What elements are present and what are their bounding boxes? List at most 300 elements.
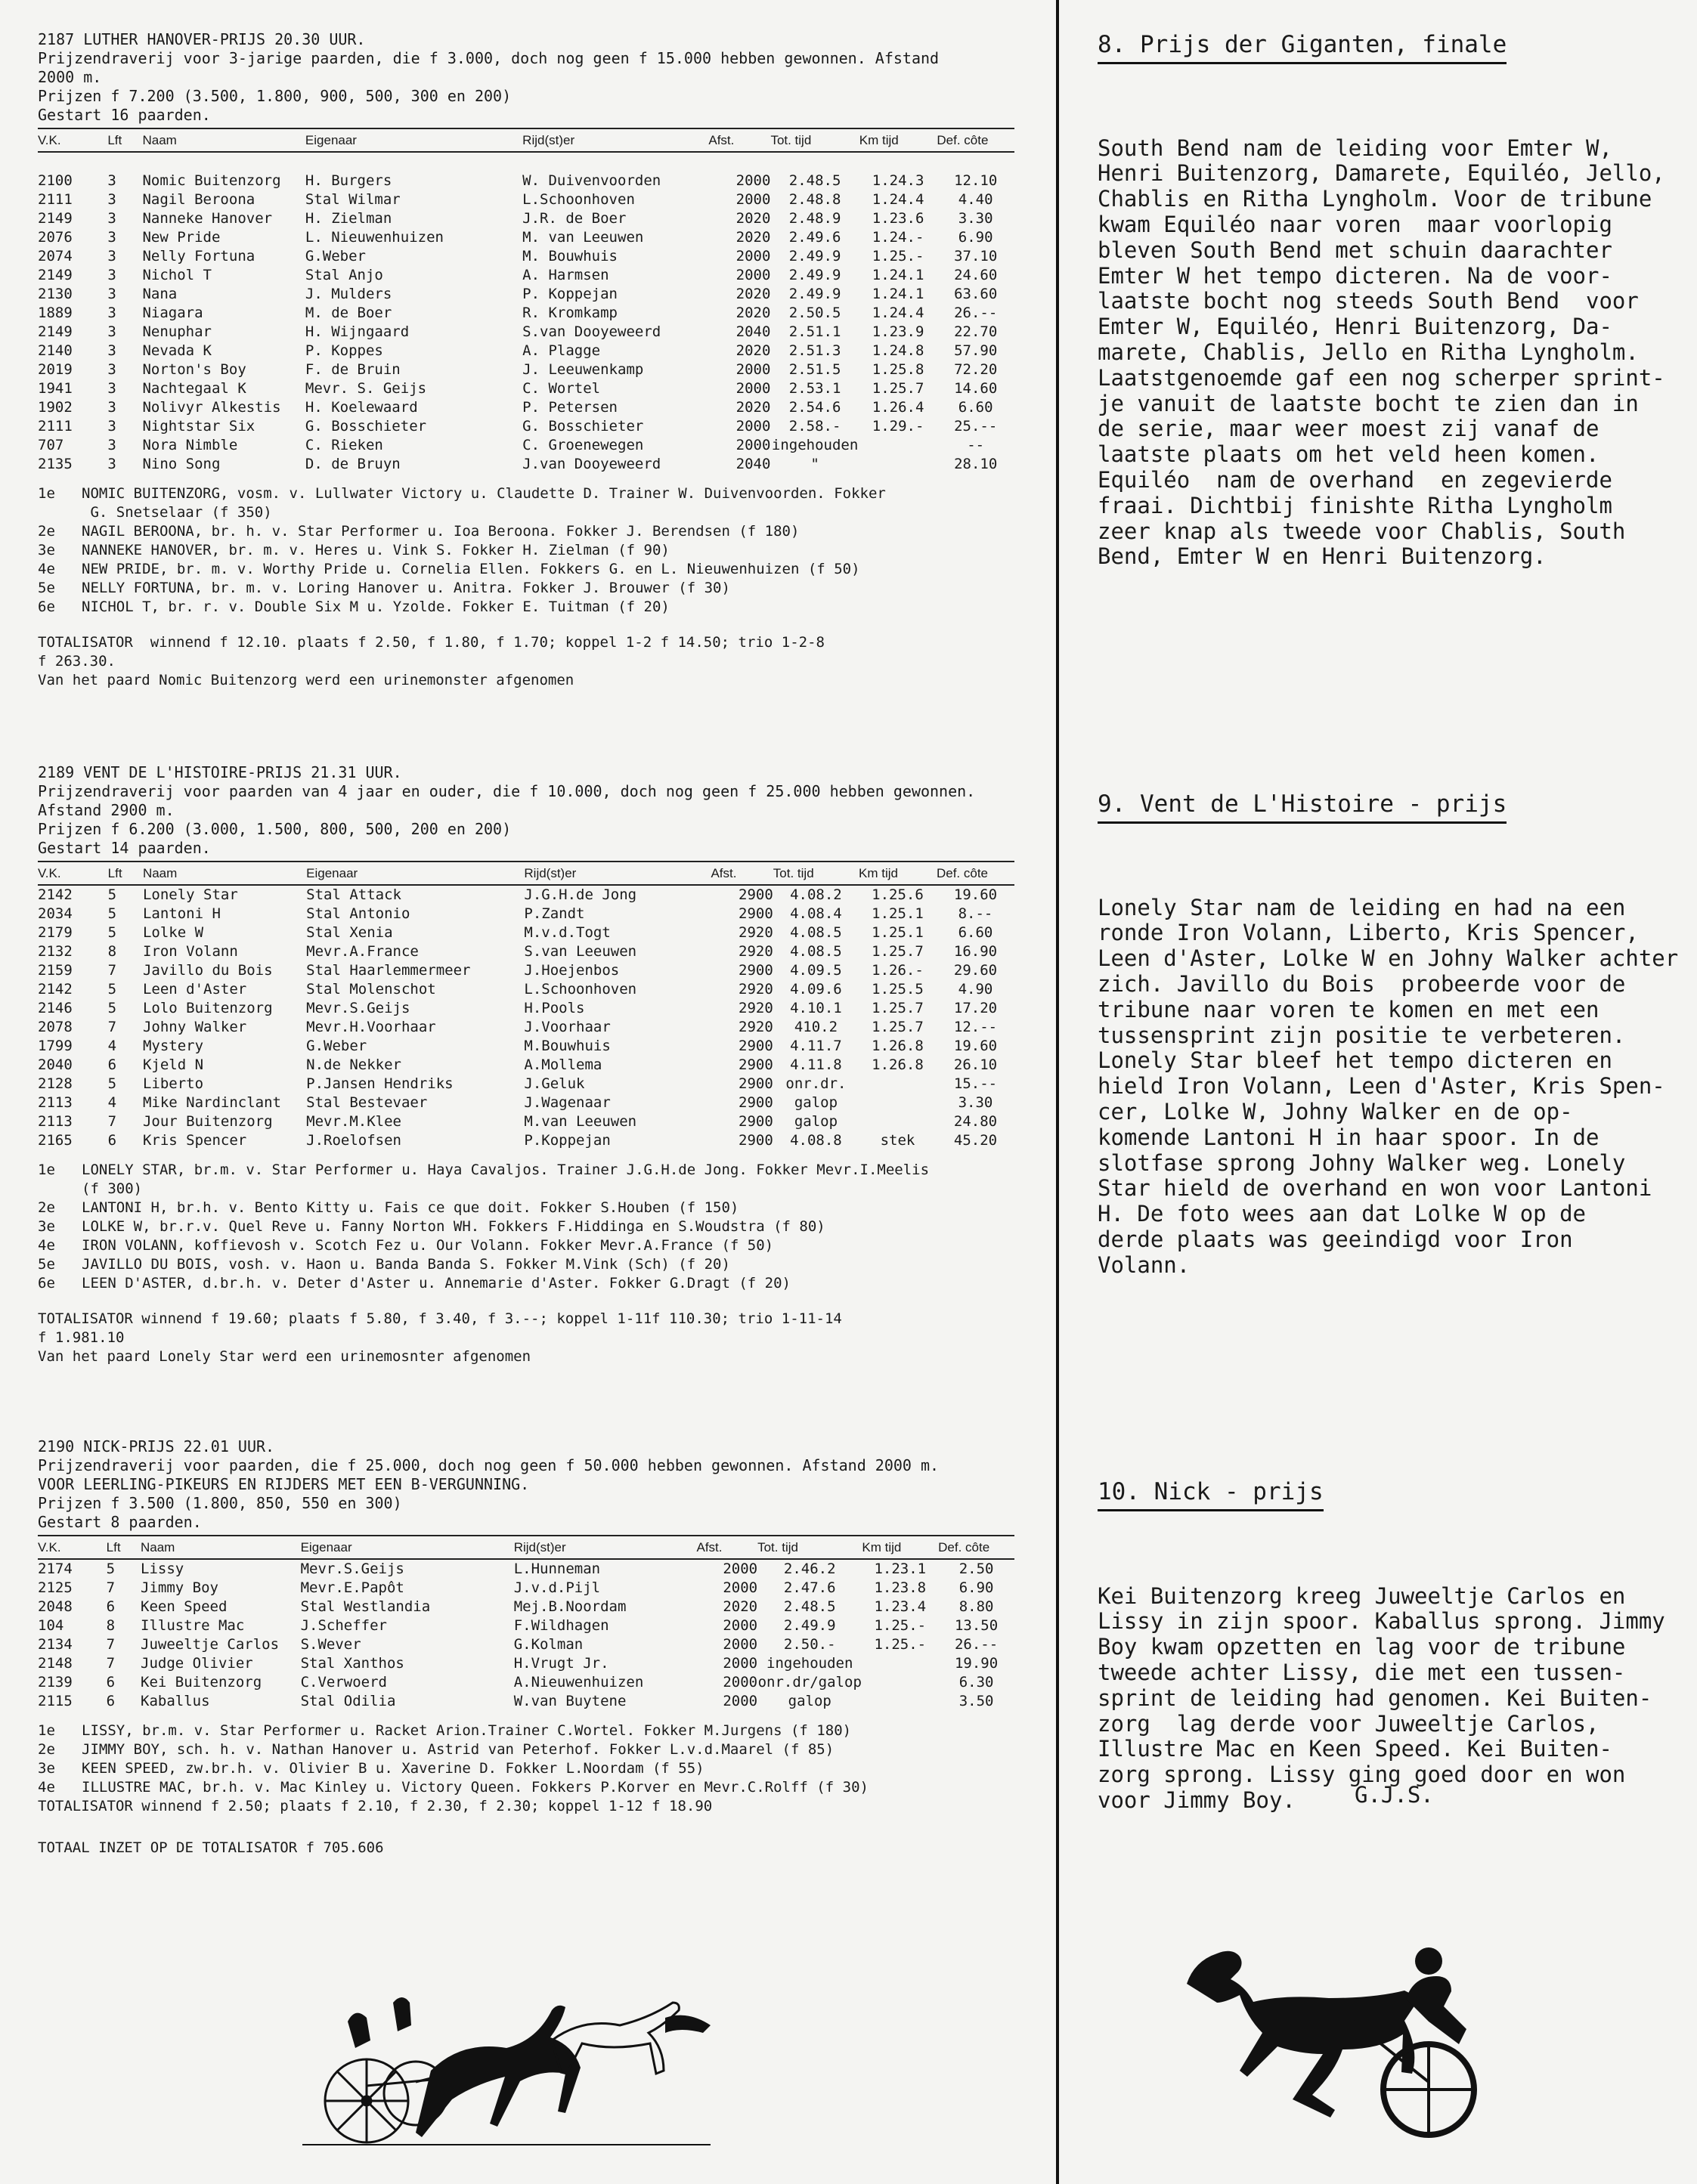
column-header-def: Def. côte xyxy=(938,1536,1014,1559)
cell-vk: 2148 xyxy=(38,1655,73,1672)
report-line: zorg sprong. Lissy ging goed door en won xyxy=(1098,1762,1626,1788)
column-header-vk: V.K. xyxy=(38,128,107,152)
race-title: 2187 LUTHER HANOVER-PRIJS 20.30 UUR. xyxy=(38,30,366,48)
column-header-rijd: Rijd(st)er xyxy=(522,128,708,152)
table-row xyxy=(38,1598,1014,1616)
cell-naam: Kris Spencer xyxy=(142,1132,247,1149)
cell-vk: 2140 xyxy=(38,342,73,359)
table-row xyxy=(38,1579,1014,1598)
cell-afst: 2900 xyxy=(739,1056,773,1073)
report-line: Chablis en Ritha Lyngholm. Voor de tribune xyxy=(1098,186,1652,212)
race-conditions: Afstand 2900 m. xyxy=(38,801,175,819)
cell-def: 6.30 xyxy=(958,1674,994,1691)
cell-rijd: P.Zandt xyxy=(524,905,585,922)
cell-eig: Stal Anjo xyxy=(305,267,383,283)
cell-naam: Illustre Mac xyxy=(141,1617,245,1634)
race-block xyxy=(38,30,1020,690)
cell-eig: Stal Odilia xyxy=(300,1693,396,1709)
cell-def: 15.-- xyxy=(953,1075,998,1092)
race-started: Gestart 8 paarden. xyxy=(38,1513,202,1531)
placing-position: 6e xyxy=(38,599,55,615)
cell-tot: ingehouden xyxy=(771,437,859,453)
cell-km xyxy=(862,1692,938,1711)
cell-km: 1.25.7 xyxy=(872,380,924,397)
table-row xyxy=(38,923,1014,942)
cell-km xyxy=(859,436,937,455)
cell-lft: 3 xyxy=(107,342,116,359)
cell-rijd: J.Hoejenbos xyxy=(524,962,620,979)
cell-lft: 6 xyxy=(106,1674,116,1691)
cell-eig: H. Burgers xyxy=(305,172,392,189)
cell-km: 1.26.4 xyxy=(872,399,924,416)
report-line: kwam Equiléo naar voren maar voorlopig xyxy=(1098,211,1612,237)
cell-naam: Niagara xyxy=(142,305,203,321)
column-divider xyxy=(1056,0,1059,2184)
cell-vk: 2040 xyxy=(38,1056,73,1073)
cell-afst: 2000 xyxy=(723,1579,758,1596)
cell-vk: 2134 xyxy=(38,1636,73,1653)
cell-naam: Lissy xyxy=(141,1561,184,1577)
cell-eig: Stal Xanthos xyxy=(300,1655,404,1672)
cell-eig: Stal Attack xyxy=(306,886,401,903)
table-row xyxy=(38,379,1014,398)
cell-vk: 2111 xyxy=(38,191,73,208)
placing-item xyxy=(38,560,1020,579)
cell-afst: 2000 xyxy=(735,172,771,189)
placing-description: LONELY STAR, br.m. v. Star Performer u. Haya Cavaljos. Trainer J.G.H.de Jong. Fokker Mevr.I.Meelis (f 300) xyxy=(82,1162,930,1197)
cell-naam: Nanneke Hanover xyxy=(142,210,273,227)
report-line: Bend, Emter W en Henri Buitenzorg. xyxy=(1098,543,1547,570)
report-line: zeer knap als tweede voor Chablis, South xyxy=(1098,518,1626,544)
cell-vk: 2139 xyxy=(38,1674,73,1691)
cell-km xyxy=(859,1094,937,1112)
cell-lft: 3 xyxy=(107,172,116,189)
cell-vk: 104 xyxy=(38,1617,64,1634)
report-line: sprint de leiding had genomen. Kei Buiten- xyxy=(1098,1684,1652,1711)
cell-def: 16.90 xyxy=(953,943,998,960)
cell-vk: 2019 xyxy=(38,361,73,378)
race-prizes: Prijzen f 3.500 (1.800, 850, 550 en 300) xyxy=(38,1494,402,1512)
table-row xyxy=(38,323,1014,342)
cell-km: 1.26.- xyxy=(872,962,924,979)
table-row xyxy=(38,1559,1014,1579)
report-line: marete, Chablis, Jello en Ritha Lyngholm. xyxy=(1098,339,1639,365)
race-title: 2190 NICK-PRIJS 22.01 UUR. xyxy=(38,1437,275,1455)
cell-rijd: L.Hunneman xyxy=(513,1561,601,1577)
cell-rijd: Mej.B.Noordam xyxy=(513,1598,627,1615)
cell-naam: Kjeld N xyxy=(142,1056,204,1073)
cell-rijd: C. Groenewegen xyxy=(522,437,644,453)
results-table xyxy=(38,1535,1014,1711)
cell-lft: 3 xyxy=(107,286,116,302)
cell-def: 25.-- xyxy=(954,418,998,435)
cell-vk: 2142 xyxy=(38,981,73,998)
cell-tot: 2.49.9 xyxy=(788,267,841,283)
cell-vk: 1902 xyxy=(38,399,73,416)
cell-lft: 3 xyxy=(107,267,116,283)
cell-naam: Lolke W xyxy=(142,924,204,941)
placing-description: IRON VOLANN, koffievosh v. Scotch Fez u. Our Volann. Fokker Mevr.A.France (f 50) xyxy=(82,1237,774,1254)
race-conditions: Prijzendraverij voor 3-jarige paarden, die f 3.000, doch nog geen f 15.000 hebben gewonnen. Afstand xyxy=(38,49,940,67)
report-line: Volann. xyxy=(1098,1251,1191,1278)
placing-position: 5e xyxy=(38,1256,55,1273)
report-line: Emter W, Equiléo, Henri Buitenzorg, Da- xyxy=(1098,314,1612,340)
cell-km: 1.26.8 xyxy=(872,1038,924,1054)
cell-rijd: F.Wildhagen xyxy=(513,1617,609,1634)
placing-item xyxy=(38,541,1020,560)
cell-afst: 2000 xyxy=(735,191,771,208)
cell-def: 3.30 xyxy=(958,210,993,227)
cell-km: 1.25.7 xyxy=(872,1019,924,1035)
total-stake: TOTAAL INZET OP DE TOTALISATOR f 705.606 xyxy=(38,1839,384,1856)
cell-tot: 4.08.8 xyxy=(790,1132,842,1149)
cell-vk: 2076 xyxy=(38,229,73,246)
table-row xyxy=(38,1692,1014,1711)
race-prizes: Prijzen f 7.200 (3.500, 1.800, 900, 500, 300 en 200) xyxy=(38,87,512,105)
cell-vk: 2179 xyxy=(38,924,73,941)
cell-vk: 2111 xyxy=(38,418,73,435)
cell-afst: 2000 xyxy=(723,1655,758,1672)
cell-rijd: M.Bouwhuis xyxy=(524,1038,611,1054)
cell-def: 4.90 xyxy=(958,981,993,998)
cell-tot: 2.47.6 xyxy=(783,1579,836,1596)
cell-eig: H. Zielman xyxy=(305,210,392,227)
placing-description: LISSY, br.m. v. Star Performer u. Racket Arion.Trainer C.Wortel. Fokker M.Jurgens (f 180) xyxy=(82,1722,852,1739)
placing-item xyxy=(38,1199,1020,1217)
cell-km: 1.23.4 xyxy=(874,1598,927,1615)
cell-rijd: L.Schoonhoven xyxy=(524,981,637,998)
cell-vk: 2146 xyxy=(38,1000,73,1016)
cell-afst: 2000 xyxy=(723,1693,758,1709)
cell-eig: Stal Bestevaer xyxy=(306,1094,428,1111)
table-header-row xyxy=(38,862,1014,885)
placing-position: 1e xyxy=(38,485,55,502)
totalisator: TOTALISATOR winnend f 19.60; plaats f 5.80, f 3.40, f 3.--; koppel 1-11f 110.30; trio 1-11-14 f 1.981.10 xyxy=(38,1310,842,1346)
cell-naam: Kei Buitenzorg xyxy=(141,1674,262,1691)
report-text xyxy=(1098,1533,1665,1864)
cell-naam: Mystery xyxy=(142,1038,204,1054)
cell-lft: 6 xyxy=(107,1132,117,1149)
cell-def: 8.80 xyxy=(958,1598,994,1615)
race-header xyxy=(38,30,1020,125)
column-header-vk: V.K. xyxy=(38,1536,107,1559)
column-header-afst: Afst. xyxy=(708,128,770,152)
cell-rijd: J.R. de Boer xyxy=(522,210,627,227)
cell-eig: L. Nieuwenhuizen xyxy=(305,229,444,246)
cell-afst: 2900 xyxy=(739,1075,773,1092)
placing-description: NEW PRIDE, br. m. v. Worthy Pride u. Cornelia Ellen. Fokkers G. en L. Nieuwenhuizen (f 50) xyxy=(82,561,860,577)
race-prizes: Prijzen f 6.200 (3.000, 1.500, 800, 500, 200 en 200) xyxy=(38,820,512,838)
cell-rijd: J.G.H.de Jong xyxy=(524,886,637,903)
cell-naam: Lonely Star xyxy=(142,886,238,903)
table-row xyxy=(38,1635,1014,1654)
cell-naam: Lantoni H xyxy=(142,905,221,922)
column-header-def: Def. côte xyxy=(937,862,1014,885)
cell-vk: 2142 xyxy=(38,886,73,903)
cell-km: 1.24.1 xyxy=(872,267,924,283)
report-text xyxy=(1098,844,1679,1329)
cell-vk: 2135 xyxy=(38,456,73,472)
placing-position: 1e xyxy=(38,1722,55,1739)
urine-sample-note: Van het paard Nomic Buitenzorg werd een urinemonster afgenomen xyxy=(38,672,574,688)
cell-rijd: A. Harmsen xyxy=(522,267,609,283)
placing-position: 2e xyxy=(38,1199,55,1216)
cell-afst: 2920 xyxy=(739,1000,773,1016)
report-line: Lonely Star bleef het tempo dicteren en xyxy=(1098,1047,1612,1074)
table-row xyxy=(38,1075,1014,1094)
column-header-lft: Lft xyxy=(108,862,143,885)
cell-eig: J. Mulders xyxy=(305,286,392,302)
cell-def: 12.10 xyxy=(954,172,998,189)
cell-rijd: R. Kromkamp xyxy=(522,305,618,321)
table-row xyxy=(38,1131,1014,1150)
cell-lft: 7 xyxy=(107,1019,117,1035)
report-title: 10. Nick - prijs xyxy=(1098,1477,1324,1511)
cell-tot: 2.49.9 xyxy=(788,248,841,264)
table-header-row xyxy=(38,128,1014,152)
cell-eig: Mevr.E.Papôt xyxy=(300,1579,404,1596)
cell-eig: G.Weber xyxy=(306,1038,367,1054)
column-header-naam: Naam xyxy=(141,1536,301,1559)
cell-naam: New Pride xyxy=(142,229,221,246)
cell-def: 72.20 xyxy=(954,361,998,378)
cell-afst: 2000 xyxy=(735,248,771,264)
cell-rijd: M. Bouwhuis xyxy=(522,248,618,264)
cell-rijd: H.Pools xyxy=(524,1000,585,1016)
totalisator: TOTALISATOR winnend f 12.10. plaats f 2.50, f 1.80, f 1.70; koppel 1-2 f 14.50; trio 1-2-8 f 263.30. xyxy=(38,634,825,670)
cell-afst: 2020 xyxy=(723,1598,758,1615)
table-row xyxy=(38,1094,1014,1112)
cell-lft: 4 xyxy=(107,1094,117,1111)
cell-def: 29.60 xyxy=(953,962,998,979)
cell-afst: 2900 xyxy=(739,1113,773,1130)
report-line: laatste plaats om het veld heen komen. xyxy=(1098,441,1599,468)
cell-rijd: S.van Leeuwen xyxy=(524,943,637,960)
cell-vk: 2149 xyxy=(38,210,73,227)
cell-tot: 4.11.7 xyxy=(790,1038,842,1054)
race-conditions: Prijzendraverij voor paarden, die f 25.000, doch nog geen f 50.000 hebben gewonnen. Afstand 2000 m. xyxy=(38,1456,940,1474)
table-header-row xyxy=(38,1536,1014,1559)
cell-rijd: M.v.d.Togt xyxy=(524,924,611,941)
cell-def: 19.60 xyxy=(953,886,998,903)
cell-tot: 4.08.5 xyxy=(790,924,842,941)
race-header xyxy=(38,1437,1020,1532)
cell-eig: Mevr.S.Geijs xyxy=(300,1561,404,1577)
cell-km: 1.23.8 xyxy=(874,1579,927,1596)
report-line: Emter W het tempo dicteren. Na de voor- xyxy=(1098,262,1612,289)
cell-rijd: J.v.d.Pijl xyxy=(513,1579,601,1596)
cell-naam: Nomic Buitenzorg xyxy=(142,172,281,189)
harness-racing-illustration xyxy=(302,1988,726,2154)
cell-eig: F. de Bruin xyxy=(305,361,401,378)
cell-km: 1.24.3 xyxy=(872,172,924,189)
cell-def: 6.60 xyxy=(958,399,993,416)
cell-lft: 4 xyxy=(107,1038,117,1054)
cell-km: 1.25.- xyxy=(872,248,924,264)
cell-km: 1.24.- xyxy=(872,229,924,246)
placings-list xyxy=(38,1722,1020,1797)
placing-item xyxy=(38,1722,1020,1740)
placing-position: 4e xyxy=(38,1779,55,1796)
race-block xyxy=(38,763,1020,1366)
cell-def: 12.-- xyxy=(953,1019,998,1035)
table-row xyxy=(38,942,1014,961)
cell-rijd: M. van Leeuwen xyxy=(522,229,644,246)
cell-lft: 5 xyxy=(106,1561,116,1577)
cell-tot: 2.48.5 xyxy=(788,172,841,189)
cell-def: 45.20 xyxy=(953,1132,998,1149)
placing-description: NELLY FORTUNA, br. m. v. Loring Hanover u. Anitra. Fokker J. Brouwer (f 30) xyxy=(82,580,730,596)
cell-naam: Iron Volann xyxy=(142,943,238,960)
placing-position: 6e xyxy=(38,1275,55,1292)
cell-eig: S.Wever xyxy=(300,1636,361,1653)
column-header-km: Km tijd xyxy=(859,862,937,885)
race-title: 2189 VENT DE L'HISTOIRE-PRIJS 21.31 UUR. xyxy=(38,763,402,781)
cell-lft: 5 xyxy=(107,1000,117,1016)
cell-km xyxy=(859,455,937,474)
cell-naam: Leen d'Aster xyxy=(142,981,247,998)
table-row xyxy=(38,247,1014,266)
cell-afst: 2020 xyxy=(735,286,771,302)
cell-def: 63.60 xyxy=(954,286,998,302)
report-line: je vanuit de laatste bocht te zien dan in xyxy=(1098,390,1639,416)
cell-eig: H. Wijngaard xyxy=(305,323,410,340)
cell-km: 1.24.4 xyxy=(872,191,924,208)
cell-km: 1.26.8 xyxy=(872,1056,924,1073)
report-title: 9. Vent de L'Histoire - prijs xyxy=(1098,790,1507,824)
placing-item xyxy=(38,1161,1020,1199)
table-row xyxy=(38,209,1014,228)
placing-position: 3e xyxy=(38,1218,55,1235)
race-conditions: Prijzendraverij voor paarden van 4 jaar en ouder, die f 10.000, doch nog geen f 25.000 hebben gewonnen. xyxy=(38,782,976,800)
table-row xyxy=(38,1616,1014,1635)
cell-km: 1.23.6 xyxy=(872,210,924,227)
table-row xyxy=(38,961,1014,980)
column-header-eig: Eigenaar xyxy=(305,128,522,152)
cell-eig: N.de Nekker xyxy=(306,1056,401,1073)
cell-def: 28.10 xyxy=(954,456,998,472)
cell-def: 8.-- xyxy=(958,905,993,922)
cell-def: 19.90 xyxy=(954,1655,999,1672)
report-line: tweede achter Lissy, die met een tussen- xyxy=(1098,1659,1626,1685)
cell-vk: 2149 xyxy=(38,267,73,283)
cell-rijd: J.van Dooyeweerd xyxy=(522,456,661,472)
cell-afst: 2020 xyxy=(735,399,771,416)
placing-description: LOLKE W, br.r.v. Quel Reve u. Fanny Norton WH. Fokkers F.Hiddinga en S.Woudstra (f 80) xyxy=(82,1218,825,1235)
placing-description: NOMIC BUITENZORG, vosm. v. Lullwater Victory u. Claudette D. Trainer W. Duivenvoorden. Fokker G. Snetselaar (f 350) xyxy=(82,485,886,521)
cell-eig: Mevr.A.France xyxy=(306,943,419,960)
table-row xyxy=(38,360,1014,379)
column-header-tot: Tot. tijd xyxy=(757,1536,862,1559)
race-started: Gestart 16 paarden. xyxy=(38,106,211,124)
cell-def: 24.80 xyxy=(953,1113,998,1130)
horse-sulky-silhouette xyxy=(1179,1931,1497,2150)
table-row xyxy=(38,1018,1014,1037)
cell-rijd: J. Leeuwenkamp xyxy=(522,361,644,378)
cell-tot: 2.58.- xyxy=(788,418,841,435)
cell-lft: 5 xyxy=(107,924,117,941)
cell-naam: Keen Speed xyxy=(141,1598,228,1615)
cell-rijd: A.Nieuwenhuizen xyxy=(513,1674,644,1691)
cell-rijd: H.Vrugt Jr. xyxy=(513,1655,609,1672)
cell-tot: onr.dr/galop xyxy=(757,1674,862,1691)
race-conditions: VOOR LEERLING-PIKEURS EN RIJDERS MET EEN B-VERGUNNING. xyxy=(38,1475,530,1493)
cell-eig: Mevr.M.Klee xyxy=(306,1113,401,1130)
table-row xyxy=(38,1112,1014,1131)
cell-vk: 2074 xyxy=(38,248,73,264)
cell-rijd: J.Geluk xyxy=(524,1075,585,1092)
cell-lft: 5 xyxy=(107,905,117,922)
cell-eig: P. Koppes xyxy=(305,342,383,359)
cell-tot: 2.53.1 xyxy=(788,380,841,397)
report-line: H. De foto wees aan dat Lolke W op de xyxy=(1098,1201,1587,1227)
cell-def: 26.-- xyxy=(954,305,998,321)
report-line: fraai. Dichtbij finishte Ritha Lyngholm xyxy=(1098,492,1612,518)
cell-eig: G.Weber xyxy=(305,248,366,264)
cell-afst: 2040 xyxy=(735,456,771,472)
cell-def: 2.50 xyxy=(958,1561,994,1577)
cell-naam: Nolivyr Alkestis xyxy=(142,399,281,416)
placing-position: 4e xyxy=(38,1237,55,1254)
cell-rijd: P. Koppejan xyxy=(522,286,618,302)
cell-def: 14.60 xyxy=(954,380,998,397)
report-line: Laatstgenoemde gaf een nog scherper sprint- xyxy=(1098,364,1665,391)
table-row xyxy=(38,1654,1014,1673)
cell-afst: 2900 xyxy=(739,905,773,922)
report-line: tribune naar voren te komen en met een xyxy=(1098,996,1599,1022)
report-line: zich. Javillo du Bois probeerde voor de xyxy=(1098,970,1626,997)
cell-tot: 410.2 xyxy=(794,1019,838,1035)
cell-tot: galop xyxy=(788,1693,831,1709)
placing-item xyxy=(38,1274,1020,1293)
cell-afst: 2000 xyxy=(735,437,771,453)
column-header-rijd: Rijd(st)er xyxy=(514,1536,697,1559)
cell-def: 57.90 xyxy=(954,342,998,359)
cell-km xyxy=(862,1673,938,1692)
placing-item xyxy=(38,1236,1020,1255)
table-row xyxy=(38,285,1014,304)
cell-naam: Judge Olivier xyxy=(141,1655,253,1672)
cell-eig: G. Bosschieter xyxy=(305,418,427,435)
report-line: bleven South Bend met schuin daarachter xyxy=(1098,237,1612,263)
cell-vk: 2165 xyxy=(38,1132,73,1149)
cell-tot: 4.08.2 xyxy=(790,886,842,903)
cell-afst: 2000 xyxy=(735,380,771,397)
cell-tot: 2.50.5 xyxy=(788,305,841,321)
cell-vk: 2128 xyxy=(38,1075,73,1092)
cell-km: 1.29.- xyxy=(872,418,924,435)
table-row xyxy=(38,398,1014,417)
report-line: Star hield de overhand en won voor Lantoni xyxy=(1098,1175,1652,1202)
cell-afst: 2900 xyxy=(739,1132,773,1149)
cell-tot: 4.08.4 xyxy=(790,905,842,922)
cell-def: 6.90 xyxy=(958,1579,994,1596)
cell-afst: 2020 xyxy=(735,305,771,321)
cell-naam: Javillo du Bois xyxy=(142,962,273,979)
race-started: Gestart 14 paarden. xyxy=(38,839,211,857)
race-header xyxy=(38,763,1020,858)
cell-vk: 2159 xyxy=(38,962,73,979)
cell-naam: Nachtegaal K xyxy=(142,380,246,397)
cell-eig: Stal Haarlemmermeer xyxy=(306,962,471,979)
cell-vk: 2113 xyxy=(38,1113,73,1130)
report-line: laatste bocht nog steeds South Bend voor xyxy=(1098,288,1639,314)
report-line: ronde Iron Volann, Liberto, Kris Spencer, xyxy=(1098,920,1639,946)
cell-lft: 8 xyxy=(107,943,117,960)
cell-lft: 7 xyxy=(107,1113,117,1130)
urine-sample-note: Van het paard Lonely Star werd een urinemosnter afgenomen xyxy=(38,1348,531,1365)
cell-tot: 4.11.8 xyxy=(790,1056,842,1073)
